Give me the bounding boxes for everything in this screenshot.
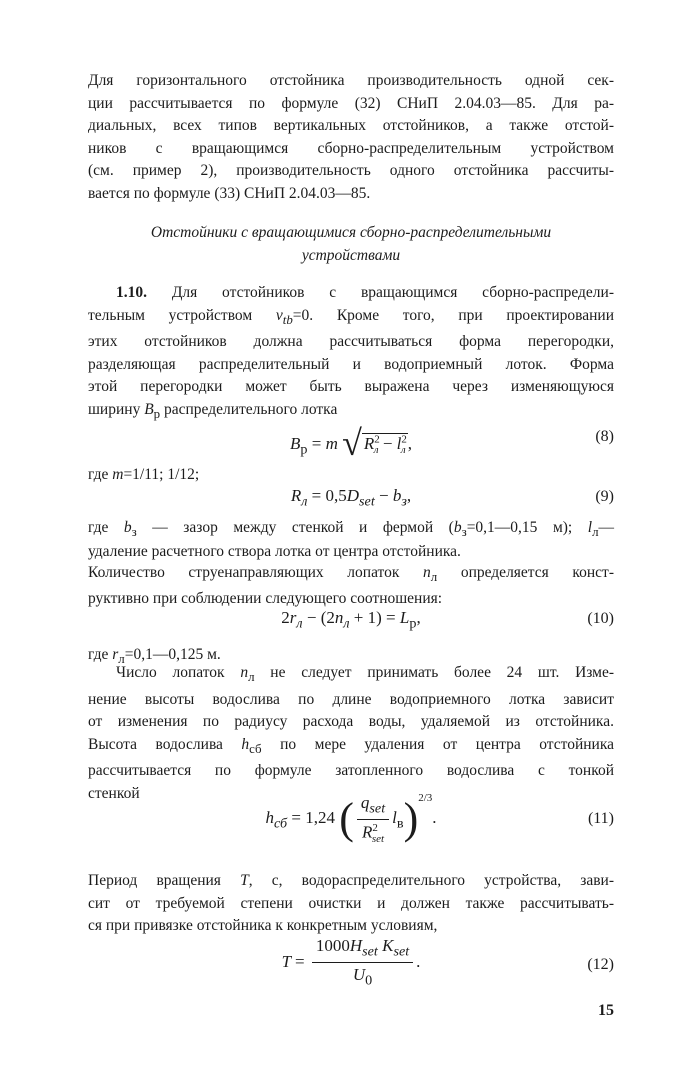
- section-heading-line-1: Отстойники с вращающимися сборно-распределительными: [150, 224, 552, 241]
- f8-minus: −: [382, 434, 393, 453]
- f11-tail: .: [432, 808, 437, 827]
- wb-b: — зазор между стенкой и фермой (: [152, 519, 454, 536]
- paragraph-blades: [88, 662, 614, 805]
- blades-line-6: стенкой: [88, 784, 140, 802]
- p110-line-5: этой перегородки может быть выражена через изменяющуюся: [88, 378, 614, 396]
- var-m: m: [112, 466, 124, 483]
- formula-12-body: [88, 936, 614, 990]
- f8-r-sup: 2: [374, 433, 380, 446]
- sub-z-2: з: [461, 524, 467, 540]
- var-h: h: [241, 735, 250, 753]
- var-v: v: [275, 306, 283, 324]
- wb-l3-a: Количество струенаправляющих лопаток: [88, 564, 400, 582]
- blades-line-4: [88, 734, 614, 761]
- sub-r-l: л: [118, 651, 125, 667]
- f9-minus: −: [374, 486, 393, 505]
- f8-r-sub: л: [373, 444, 379, 457]
- sub-sb: сб: [249, 740, 262, 756]
- f9-d-sub: set: [359, 493, 375, 510]
- f8-eq: =: [311, 434, 322, 453]
- f12-u-sub: 0: [365, 972, 373, 989]
- blades-line-3: от изменения по радиусу расхода воды, удаляемой из отстойника.: [88, 713, 614, 731]
- p110-line-1-text: Для отстойников с вращающимся сборно-распредели-: [171, 284, 614, 301]
- formula-12: [88, 936, 614, 996]
- f12-num-a: 1000: [315, 936, 350, 955]
- var-r: r: [112, 646, 119, 663]
- p110-line-2: [88, 305, 614, 332]
- f12-eq: =: [294, 951, 305, 971]
- p110-line-4: разделяющая распределительный и водоприемный лоток. Форма: [88, 355, 614, 373]
- f10-lp-sub: р: [409, 615, 417, 632]
- pp-l1-a: Период вращения: [88, 872, 221, 889]
- f11-power: 2/3: [418, 792, 433, 804]
- paragraph-1-10: [88, 282, 614, 425]
- where-b-paragraph: [88, 518, 614, 610]
- section-heading: [88, 222, 614, 267]
- f8-lhs: B: [290, 434, 301, 453]
- f11-l: l: [392, 808, 397, 827]
- f10-lp: L: [399, 608, 410, 627]
- intro-line-6: вается по формуле (33) СНиП 2.04.03—85.: [88, 184, 371, 202]
- bl-l1-b: не следует принимать более 24 шт. Изме-: [270, 664, 615, 681]
- paragraph-period: [88, 870, 614, 938]
- intro-line-2: ции рассчитывается по формуле (32) СНиП 2.04.03—85. Для ра-: [88, 94, 614, 112]
- blades-line-5: рассчитывается по формуле затопленного водослива с тонкой: [88, 762, 614, 780]
- f11-lhs: h: [265, 808, 274, 827]
- f12-tail: .: [416, 951, 421, 971]
- formula-11-body: [88, 792, 614, 845]
- f12-k-sub: set: [393, 943, 410, 960]
- f10-n-sub: л: [343, 615, 350, 632]
- var-B: B: [144, 400, 154, 418]
- var-n: n: [423, 564, 431, 582]
- sub-z: з: [131, 524, 137, 540]
- f9-mid: = 0,5: [311, 486, 347, 505]
- f9-b: b: [392, 486, 402, 505]
- f11-q-sub: set: [369, 800, 386, 817]
- f8-r: R: [363, 434, 375, 453]
- f12-numerator: [312, 936, 413, 963]
- sub-r: р: [153, 405, 161, 421]
- period-line-1: [88, 870, 614, 893]
- var-b-2: b: [453, 519, 462, 536]
- f11-q: q: [360, 792, 370, 812]
- formula-9-body: [88, 486, 614, 510]
- formula-8: [88, 418, 614, 462]
- f8-tail: ,: [407, 434, 412, 453]
- f12-h: H: [349, 936, 363, 955]
- p110-line-6-a: ширину: [88, 400, 141, 418]
- page-number: 15: [598, 1002, 614, 1019]
- period-line-3: ся при привязке отстойника к конкретным условиям,: [88, 917, 438, 934]
- formula-10-body: [88, 608, 614, 632]
- f11-numerator: [357, 793, 389, 820]
- formula-8-number: (8): [595, 428, 614, 445]
- where-m-a: где: [88, 466, 109, 483]
- f11-r: R: [361, 822, 373, 842]
- p110-line-1: [88, 282, 614, 305]
- where-b-line-2: удаление расчетного створа лотка от центра отстойника.: [88, 543, 461, 561]
- f12-k: K: [382, 936, 394, 955]
- intro-line-3: диальных, всех типов вертикальных отстойников, а также отстой-: [88, 117, 614, 134]
- f12-h-sub: set: [362, 943, 378, 960]
- formula-11: [88, 790, 614, 860]
- f8-l-sup: 2: [401, 433, 407, 446]
- formula-8-body: [88, 422, 614, 464]
- f8-l-sub: л: [400, 444, 406, 457]
- p110-line-6-b: распределительного лотка: [164, 400, 338, 418]
- right-paren: ): [403, 794, 419, 844]
- bl-l1-a: Число лопаток: [116, 664, 225, 681]
- f9-b-sub: з: [401, 493, 407, 510]
- var-b: b: [123, 519, 132, 536]
- formula-9-number: (9): [595, 488, 614, 505]
- f10-r: r: [289, 608, 297, 627]
- f11-fraction: [357, 793, 389, 845]
- var-n-2: n: [240, 664, 249, 681]
- f12-u: U: [352, 965, 366, 985]
- blades-line-1: [88, 662, 614, 689]
- paragraph-number: 1.10.: [116, 284, 147, 301]
- bl-l4-a: Высота водослива: [88, 735, 223, 753]
- f10-a: 2: [281, 608, 290, 627]
- var-T: T: [240, 872, 249, 889]
- formula-12-number: (12): [587, 956, 614, 973]
- f9-d: D: [346, 486, 360, 505]
- intro-line-1: Для горизонтального отстойника производительность одной сек-: [88, 72, 614, 89]
- f9-lhs: R: [290, 486, 302, 505]
- pp-l1-b: , с, водораспределительного устройства, зави-: [248, 872, 615, 889]
- f10-tail: ,: [416, 608, 421, 627]
- var-l: l: [587, 519, 593, 536]
- p110-line-3: этих отстойников должна рассчитываться форма перегородки,: [88, 333, 614, 351]
- f8-m: m: [325, 434, 338, 453]
- sub-n: л: [430, 569, 438, 585]
- f10-n: n: [334, 608, 344, 627]
- intro-line-5: (см. пример 2), производительность одного отстойника рассчиты-: [88, 162, 614, 179]
- wb-d: —: [598, 519, 615, 536]
- f9-tail: ,: [406, 486, 412, 505]
- where-m-b: =1/11; 1/12;: [123, 466, 200, 483]
- wb-a: где: [88, 519, 109, 536]
- blades-line-2: нение высоты водослива по длине водоприемного лотка зависит: [88, 690, 614, 708]
- sqrt-sign: √ $R^2_л - l^2_л$: [342, 423, 407, 463]
- sub-n-2: л: [248, 669, 255, 685]
- f11-l-sub: в: [396, 815, 404, 832]
- intro-paragraph: [88, 70, 614, 205]
- formula-10: [88, 604, 614, 638]
- f12-lhs: T: [281, 951, 291, 971]
- f11-eq: = 1,24: [291, 808, 336, 827]
- section-heading-line-2: устройствами: [301, 246, 401, 264]
- f11-r-sub: set: [371, 833, 385, 846]
- where-b-line-4: руктивно при соблюдении следующего соотношения:: [88, 590, 443, 608]
- wb-l3-b: определяется конст-: [460, 564, 614, 582]
- p110-line-2-b: =0. Кроме того, при проектировании: [292, 306, 614, 324]
- where-b-line-1: [88, 518, 614, 542]
- formula-10-number: (10): [587, 610, 614, 627]
- f10-mid2: + 1) =: [349, 608, 400, 627]
- f8-lhs-sub: р: [300, 441, 308, 458]
- where-r-b: =0,1—0,125 м.: [124, 646, 221, 663]
- sub-tb: tb: [282, 311, 293, 327]
- wb-c: =0,1—0,15 м);: [466, 519, 573, 536]
- where-r-a: где: [88, 646, 109, 663]
- f12-denominator: [312, 963, 413, 989]
- f8-l: l: [396, 434, 402, 453]
- f11-lhs-sub: сб: [273, 815, 288, 832]
- f11-denominator: [357, 820, 389, 845]
- f12-fraction: [312, 936, 413, 990]
- f11-r-sup: 2: [372, 822, 378, 835]
- sub-l: л: [592, 524, 599, 540]
- formula-11-number: (11): [587, 810, 614, 827]
- period-line-2: сит от требуемой степени очистки и должен также рассчитывать-: [88, 894, 614, 912]
- intro-line-4: ников с вращающимся сборно-распределительным устройством: [88, 139, 614, 157]
- bl-l4-b: по мере удаления от центра отстойника: [280, 735, 615, 753]
- p110-line-2-a: тельным устройством: [88, 306, 253, 324]
- formula-9: [88, 482, 614, 516]
- left-paren: (: [339, 794, 354, 844]
- where-b-line-3: [88, 562, 614, 588]
- f10-r-sub: л: [296, 615, 303, 632]
- f9-lhs-sub: л: [301, 493, 308, 510]
- f10-mid: − (2: [302, 608, 335, 627]
